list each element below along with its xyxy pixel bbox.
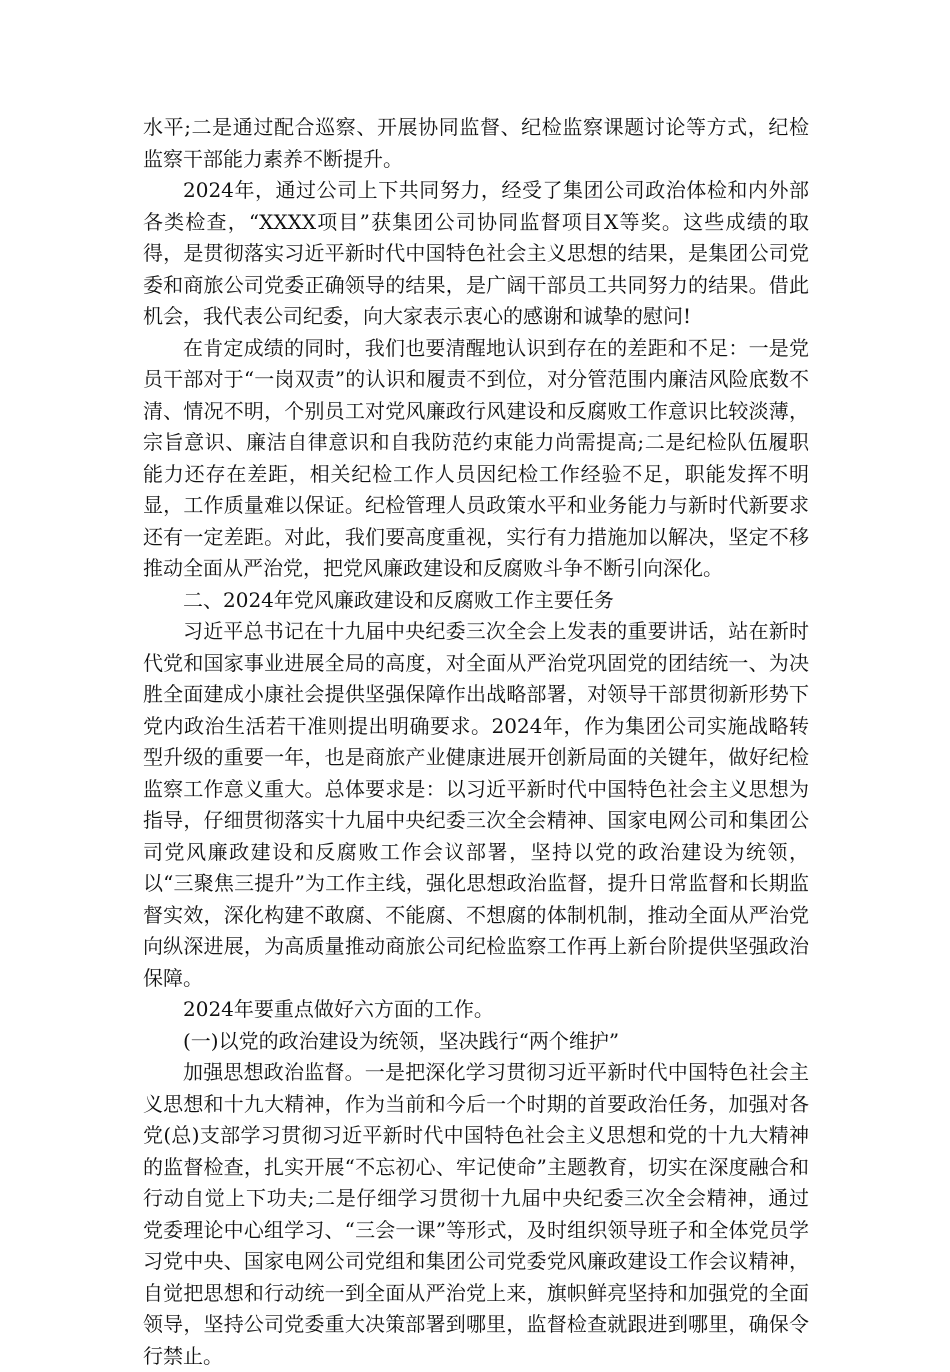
paragraph-2: 2024年，通过公司上下共同努力，经受了集团公司政治体检和内外部各类检查，“XXXX项目”获集团公司协同监督项目X等奖。这些成绩的取得，是贯彻落实习近平新时代中国特色社会主义思想的结果，是集团公司党委和商旅公司党委正确领导的结果，是广阔干部员工共同努力的结果。借此机会，我代表公司纪委，向大家表示衷心的感谢和诚挚的慰问! <box>143 178 809 328</box>
paragraph-6: 加强思想政治监督。一是把深化学习贯彻习近平新时代中国特色社会主义思想和十九大精神，作为当前和今后一个时期的首要政治任务，加强对各党(总)支部学习贯彻习近平新时代中国特色社会主义思想和党的十九大精神的监督检查，扎实开展“不忘初心、牢记使命”主题教育，切实在深度融合和行动自觉上下功夫;二是仔细学习贯彻十九届中央纪委三次全会精神，通过党委理论中心组学习、“三会一课”等形式，及时组织领导班子和全体党员学习党中央、国家电网公司党组和集团公司党委党风廉政建设工作会议精神，自觉把思想和行动统一到全面从严治党上来，旗帜鲜亮坚持和加强党的全面领导，坚持公司党委重大决策部署到哪里，监督检查就跟进到哪里，确保令行禁止。 <box>143 1060 809 1368</box>
paragraph-5: 2024年要重点做好六方面的工作。 <box>183 997 494 1021</box>
document-body <box>143 112 809 1372</box>
subsection-heading-1: (一)以党的政治建设为统领，坚决践行“两个维护” <box>183 1028 620 1053</box>
paragraph-3: 在肯定成绩的同时，我们也要清醒地认识到存在的差距和不足：一是党员干部对于“一岗双责”的认识和履责不到位，对分管范围内廉洁风险底数不清、情况不明，个别员工对党风廉政行风建设和反腐败工作意识比较淡薄，宗旨意识、廉洁自律意识和自我防范约束能力尚需提高;二是纪检队伍履职能力还存在差距，相关纪检工作人员因纪检工作经验不足，职能发挥不明显，工作质量难以保证。纪检管理人员政策水平和业务能力与新时代新要求还有一定差距。对此，我们要高度重视，实行有力措施加以解决，坚定不移推动全面从严治党，把党风廉政建设和反腐败斗争不断引向深化。 <box>143 335 809 580</box>
section-heading-2: 二、2024年党风廉政建设和反腐败工作主要任务 <box>183 587 614 612</box>
paragraph-1: 水平;二是通过配合巡察、开展协同监督、纪检监察课题讨论等方式，纪检监察干部能力素养不断提升。 <box>143 115 809 171</box>
paragraph-4: 习近平总书记在十九届中央纪委三次全会上发表的重要讲话，站在新时代党和国家事业进展全局的高度，对全面从严治党巩固党的团结统一、为决胜全面建成小康社会提供坚强保障作出战略部署，对领导干部贯彻新形势下党内政治生活若干准则提出明确要求。2024年，作为集团公司实施战略转型升级的重要一年，也是商旅产业健康进展开创新局面的关键年，做好纪检监察工作意义重大。总体要求是：以习近平新时代中国特色社会主义思想为指导，仔细贯彻落实十九届中央纪委三次全会精神、国家电网公司和集团公司党风廉政建设和反腐败工作会议部署，坚持以党的政治建设为统领，以“三聚焦三提升”为工作主线，强化思想政治监督，提升日常监督和长期监督实效，深化构建不敢腐、不能腐、不想腐的体制机制，推动全面从严治党向纵深进展，为高质量推动商旅公司纪检监察工作再上新台阶提供坚强政治保障。 <box>143 619 809 990</box>
